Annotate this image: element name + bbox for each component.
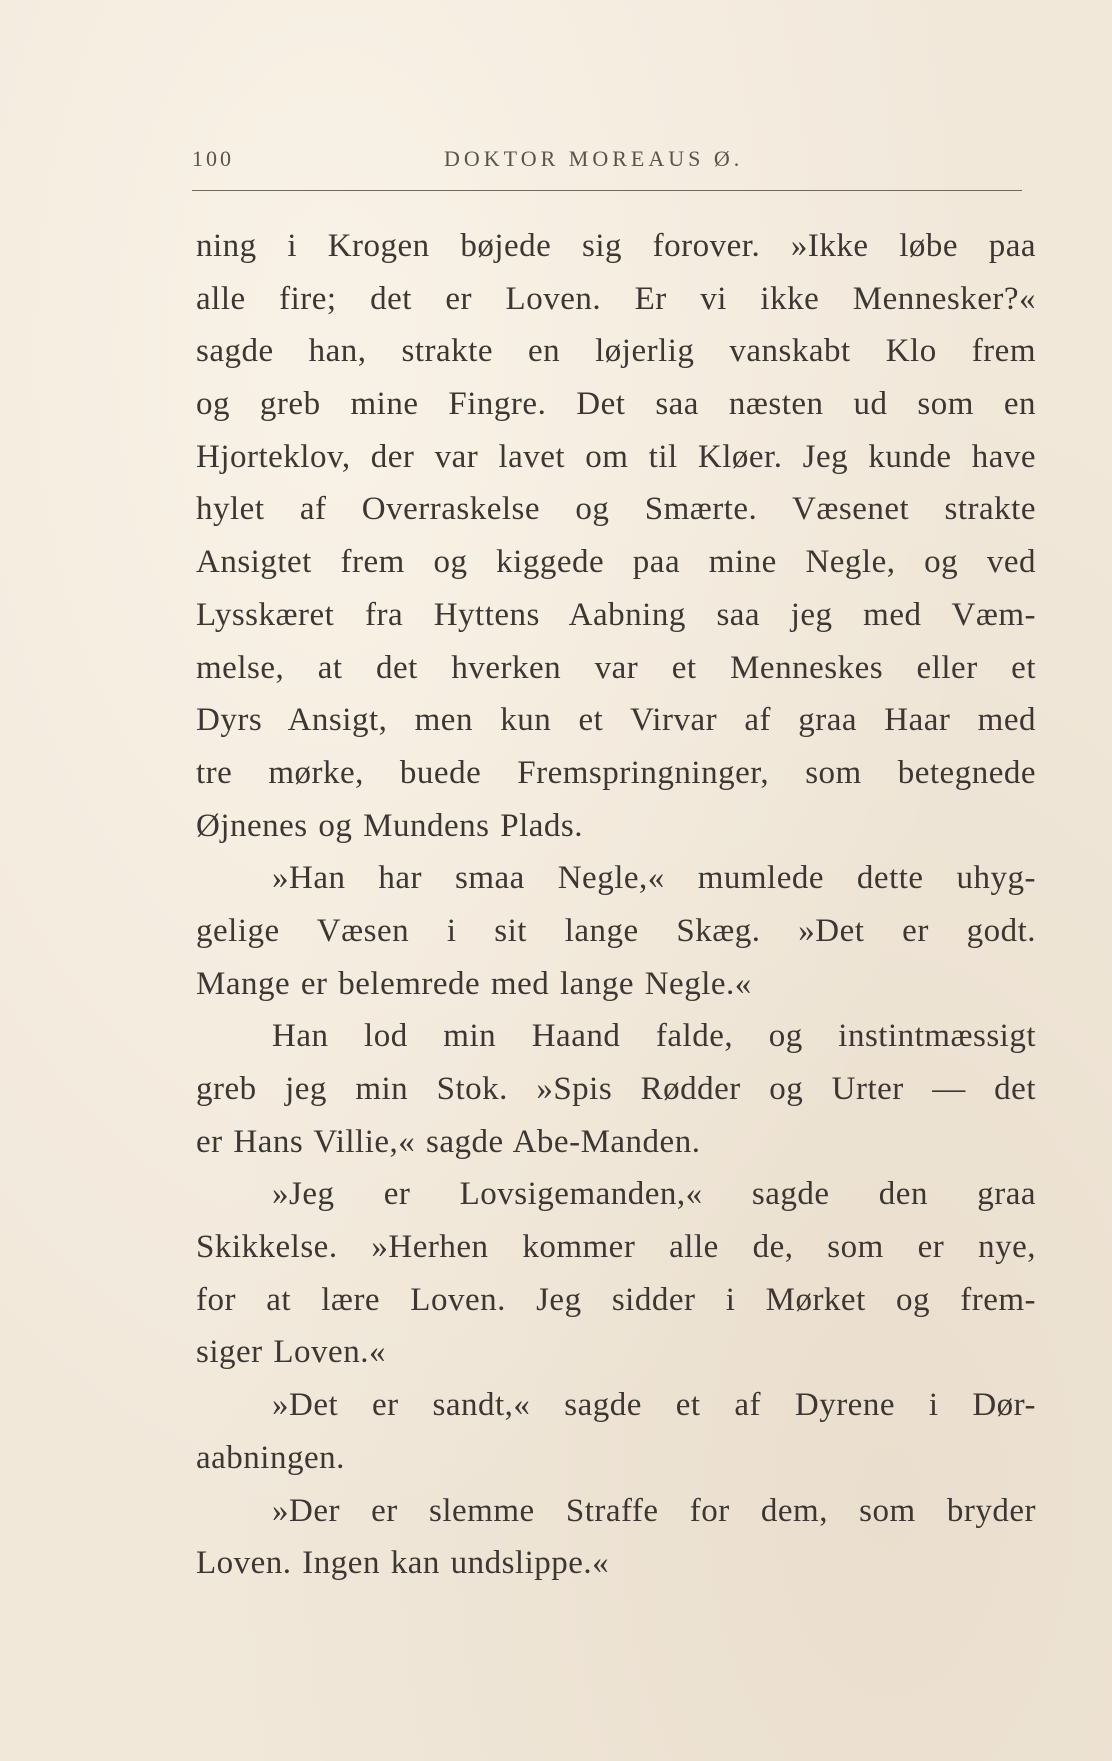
header-rule (192, 190, 1022, 191)
text-line: alle fire; det er Loven. Er vi ikke Mennesker?« (196, 280, 1036, 317)
text-line: tre mørke, buede Fremspringninger, som betegnede (196, 754, 1036, 791)
body-text (196, 220, 1036, 1590)
text-line: er Hans Villie,« sagde Abe-Manden. (196, 1123, 701, 1160)
text-line: siger Loven.« (196, 1334, 386, 1371)
text-line: Lysskæret fra Hyttens Aabning saa jeg med Væm- (196, 596, 1036, 633)
running-head (192, 146, 1022, 186)
text-line: aabningen. (196, 1439, 345, 1476)
text-line: greb jeg min Stok. »Spis Rødder og Urter — det (196, 1071, 1036, 1107)
text-line: »Han har smaa Negle,« mumlede dette uhyg- (272, 860, 1036, 897)
page-number: 100 (192, 146, 234, 171)
text-line: Han lod min Haand falde, og instintmæssigt (272, 1018, 1036, 1055)
text-line: ning i Krogen bøjede sig forover. »Ikke løbe paa (196, 228, 1036, 264)
text-line: »Jeg er Lovsigemanden,« sagde den graa (272, 1176, 1036, 1213)
text-line: Mange er belemrede med lange Negle.« (196, 965, 752, 1002)
text-line: Loven. Ingen kan undslippe.« (196, 1545, 610, 1582)
text-line: for at lære Loven. Jeg sidder i Mørket og frem- (196, 1281, 1036, 1318)
text-line: Dyrs Ansigt, men kun et Virvar af graa Haar med (196, 702, 1036, 739)
text-line: »Det er sandt,« sagde et af Dyrene i Dør- (272, 1387, 1036, 1424)
text-line: Hjorteklov, der var lavet om til Kløer. Jeg kunde have (196, 438, 1036, 475)
running-title: DOKTOR MOREAUS Ø. (444, 146, 744, 171)
text-line: gelige Væsen i sit lange Skæg. »Det er godt. (196, 912, 1036, 949)
text-line: »Der er slemme Straffe for dem, som bryder (272, 1492, 1036, 1529)
text-line: Skikkelse. »Herhen kommer alle de, som er nye, (196, 1229, 1036, 1266)
text-line: Øjnenes og Mundens Plads. (196, 807, 583, 844)
text-line: hylet af Overraskelse og Smærte. Væsenet strakte (196, 491, 1036, 528)
text-line: sagde han, strakte en løjerlig vanskabt Klo frem (196, 333, 1036, 370)
text-line: melse, at det hverken var et Menneskes eller et (196, 649, 1036, 686)
text-line: Ansigtet frem og kiggede paa mine Negle, og ved (196, 544, 1036, 581)
text-line: og greb mine Fingre. Det saa næsten ud som en (196, 386, 1036, 423)
